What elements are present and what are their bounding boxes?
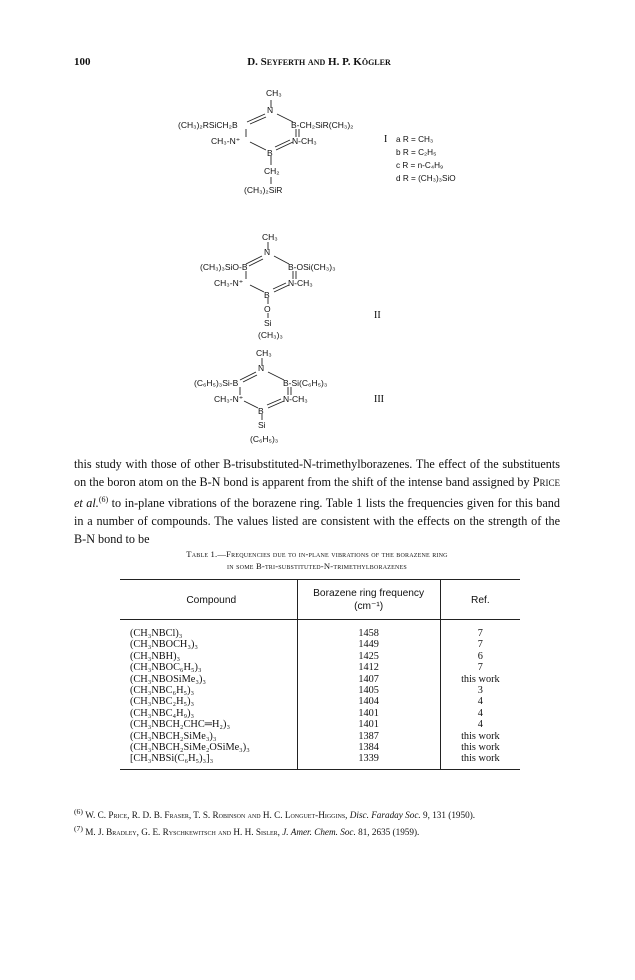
structure-III-right-substituent: B-Si(C₆H₅)₃ [283,378,328,388]
reference-journal: Disc. Faraday Soc. [349,810,421,821]
cell-ref: 4 [477,696,483,708]
structure-III-left-nitrogen: CH₃-N⁺ [214,394,244,404]
structure-I-variant-b: b R = C₂H₅ [396,148,437,157]
structure-II-right-substituent: B-OSi(CH₃)₃ [288,262,336,272]
structure-III-bottom-boron: B [258,406,264,416]
structure-II-bottom-oxygen: O [264,304,271,314]
cell-ref: this work [461,730,500,742]
cell-ref: 7 [477,662,483,674]
body-paragraph [74,456,560,549]
cell-compound: (CH₃NBCH₂SiMe₃)₃ [130,730,217,742]
cell-ref: 6 [477,650,483,662]
cell-frequency: 1458 [297,620,440,640]
cell-frequency: 1401 [297,719,440,730]
cell-compound: [CH₃NBSi(C₆H₅)₃]₃ [120,753,297,769]
cell-frequency: 1449 [297,639,440,650]
cell-ref: 4 [477,719,483,731]
structure-I-top-nitrogen: N [267,105,274,115]
structure-II-top-nitrogen: N [264,247,271,257]
table-row [120,620,520,640]
cell-compound: (CH₃NBCH₂SiMe₂OSiMe₃)₃ [130,742,250,754]
structure-I-variant-a: a R = CH₃ [396,135,434,144]
structure-II-roman: II [374,310,381,321]
table-caption [74,548,560,572]
et-al: et al. [74,496,99,511]
footnote-references [74,806,560,839]
reference-6 [74,806,560,822]
structure-I-bottom-boron: B [267,148,273,158]
structure-I-top-methyl: CH₃ [266,88,282,98]
reference-journal: J. Amer. Chem. Soc. [282,826,356,837]
cell-compound: (CH₃NBC₄H₉)₃ [130,707,195,719]
structure-III-left-substituent: (C₆H₅)₃Si-B [194,378,239,388]
structure-II-right-nitrogen: N-CH₃ [288,278,313,288]
table-row [120,742,520,753]
table-row [120,662,520,673]
reference-number: (6) [74,807,83,816]
structure-I-roman: I [384,134,388,145]
table-row [120,685,520,696]
cell-frequency: 1405 [297,685,440,696]
structure-III-bottom-silicon: Si [258,420,266,430]
cell-ref: 7 [477,639,483,651]
structure-III-roman: III [374,394,384,405]
cell-frequency: 1407 [297,674,440,685]
reference-details: 9, 131 (1950). [423,810,476,821]
table-row [120,708,520,719]
table-row [120,639,520,650]
cell-ref: this work [440,753,520,769]
structure-II-bottom-silicon: Si [264,318,272,328]
cell-frequency: 1404 [297,696,440,707]
reference-details: 81, 2635 (1959). [358,826,420,837]
cell-compound: (CH₃NBOCH₃)₃ [130,639,198,651]
header-ref: Ref. [440,580,520,620]
structure-I-left-nitrogen: CH₃-N⁺ [211,136,241,146]
header-compound: Compound [120,580,297,620]
table-row [120,719,520,730]
structure-I-bottom-ch2: CH₂ [264,166,280,176]
structure-II-left-nitrogen: CH₃-N⁺ [214,278,244,288]
author-price: Price [532,474,560,489]
reference-authors: M. J. Bradley, G. E. Ryschkewitsch and H. H. Sisler, [85,826,280,837]
table-row [120,753,520,769]
cell-frequency: 1387 [297,731,440,742]
structure-III-top-nitrogen: N [258,363,265,373]
cell-frequency: 1401 [297,708,440,719]
structure-I-left-substituent: (CH₃)₂RSiCH₂B [178,120,238,130]
cell-ref: 3 [477,685,483,697]
reference-authors: W. C. Price, R. D. B. Fraser, T. S. Robinson and H. C. Longuet-Higgins, [85,810,348,821]
structure-I-bottom-sir: (CH₃)₂SiR [244,185,283,195]
structure-I-right-substituent: B-CH₂SiR(CH₃)₂ [291,120,354,130]
table-row [120,651,520,662]
table-row [120,696,520,707]
cell-compound: (CH₃NBOSiMe₃)₃ [130,673,206,685]
structure-II-left-substituent: (CH₃)₃SiO-B [200,262,248,272]
cell-compound: (CH₃NBC₂H₅)₃ [130,696,195,708]
cell-frequency: 1425 [297,651,440,662]
structure-III-bottom-phenyls: (C₆H₅)₃ [250,434,279,444]
structure-III-bonds [240,358,291,420]
table-row [120,674,520,685]
cell-compound: (CH₃NBCl)₃ [130,628,183,639]
frequency-table [120,579,520,770]
table-header-row [120,580,520,620]
header-frequency: Borazene ring frequency (cm⁻¹) [297,580,440,620]
paragraph-text-2: to in-plane vibrations of the borazene ring. Table 1 lists the frequencies given for this band in a number of compounds. The values listed are consistent with the effects on the strength of the B-N bond to be [74,496,560,546]
page-number: 100 [74,56,91,68]
cell-frequency: 1339 [297,753,440,769]
structure-I-right-nitrogen: N-CH₃ [292,136,317,146]
cell-frequency: 1384 [297,742,440,753]
cell-ref: 7 [477,628,483,639]
table-caption-line-1: Table 1.—Frequencies due to in-plane vibrations of the borazene ring [186,549,448,559]
reference-number: (7) [74,823,83,833]
cell-compound: (CH₃NBOC₆H₅)₃ [130,662,202,674]
table-row [120,731,520,742]
running-header-authors: D. Seyferth and H. P. Kögler [247,56,391,68]
structure-III-top-methyl: CH₃ [256,348,272,358]
cell-compound: (CH₃NBC₆H₅)₃ [130,685,195,697]
structure-II-bottom-boron: B [264,290,270,300]
cell-ref: 4 [477,707,483,719]
citation-6: (6) [98,495,109,505]
structure-III-right-nitrogen: N-CH₃ [283,394,308,404]
chemical-structures [0,0,635,460]
cell-compound: (CH₃NBCH₂CHC═H₂)₃ [130,719,231,731]
structure-II-top-methyl: CH₃ [262,232,278,242]
cell-frequency: 1412 [297,662,440,673]
structure-II-bottom-methyls: (CH₃)₃ [258,330,283,340]
structure-I-variant-d: d R = (CH₃)₃SiO [396,174,456,183]
reference-7 [74,823,560,839]
cell-ref: this work [461,742,500,754]
table-caption-line-2: in some B-tri-substituted-N-trimethylborazenes [227,561,407,571]
cell-ref: this work [461,673,500,685]
cell-compound: (CH₃NBH)₃ [130,650,181,662]
paragraph-text-1: this study with those of other B-trisubstituted-N-trimethylborazenes. The effect of the substituents on the boron atom on the B-N bond is apparent from the shift of the intense band assigned by [74,457,560,489]
structure-I-variant-c: c R = n-C₄H₉ [396,161,444,170]
